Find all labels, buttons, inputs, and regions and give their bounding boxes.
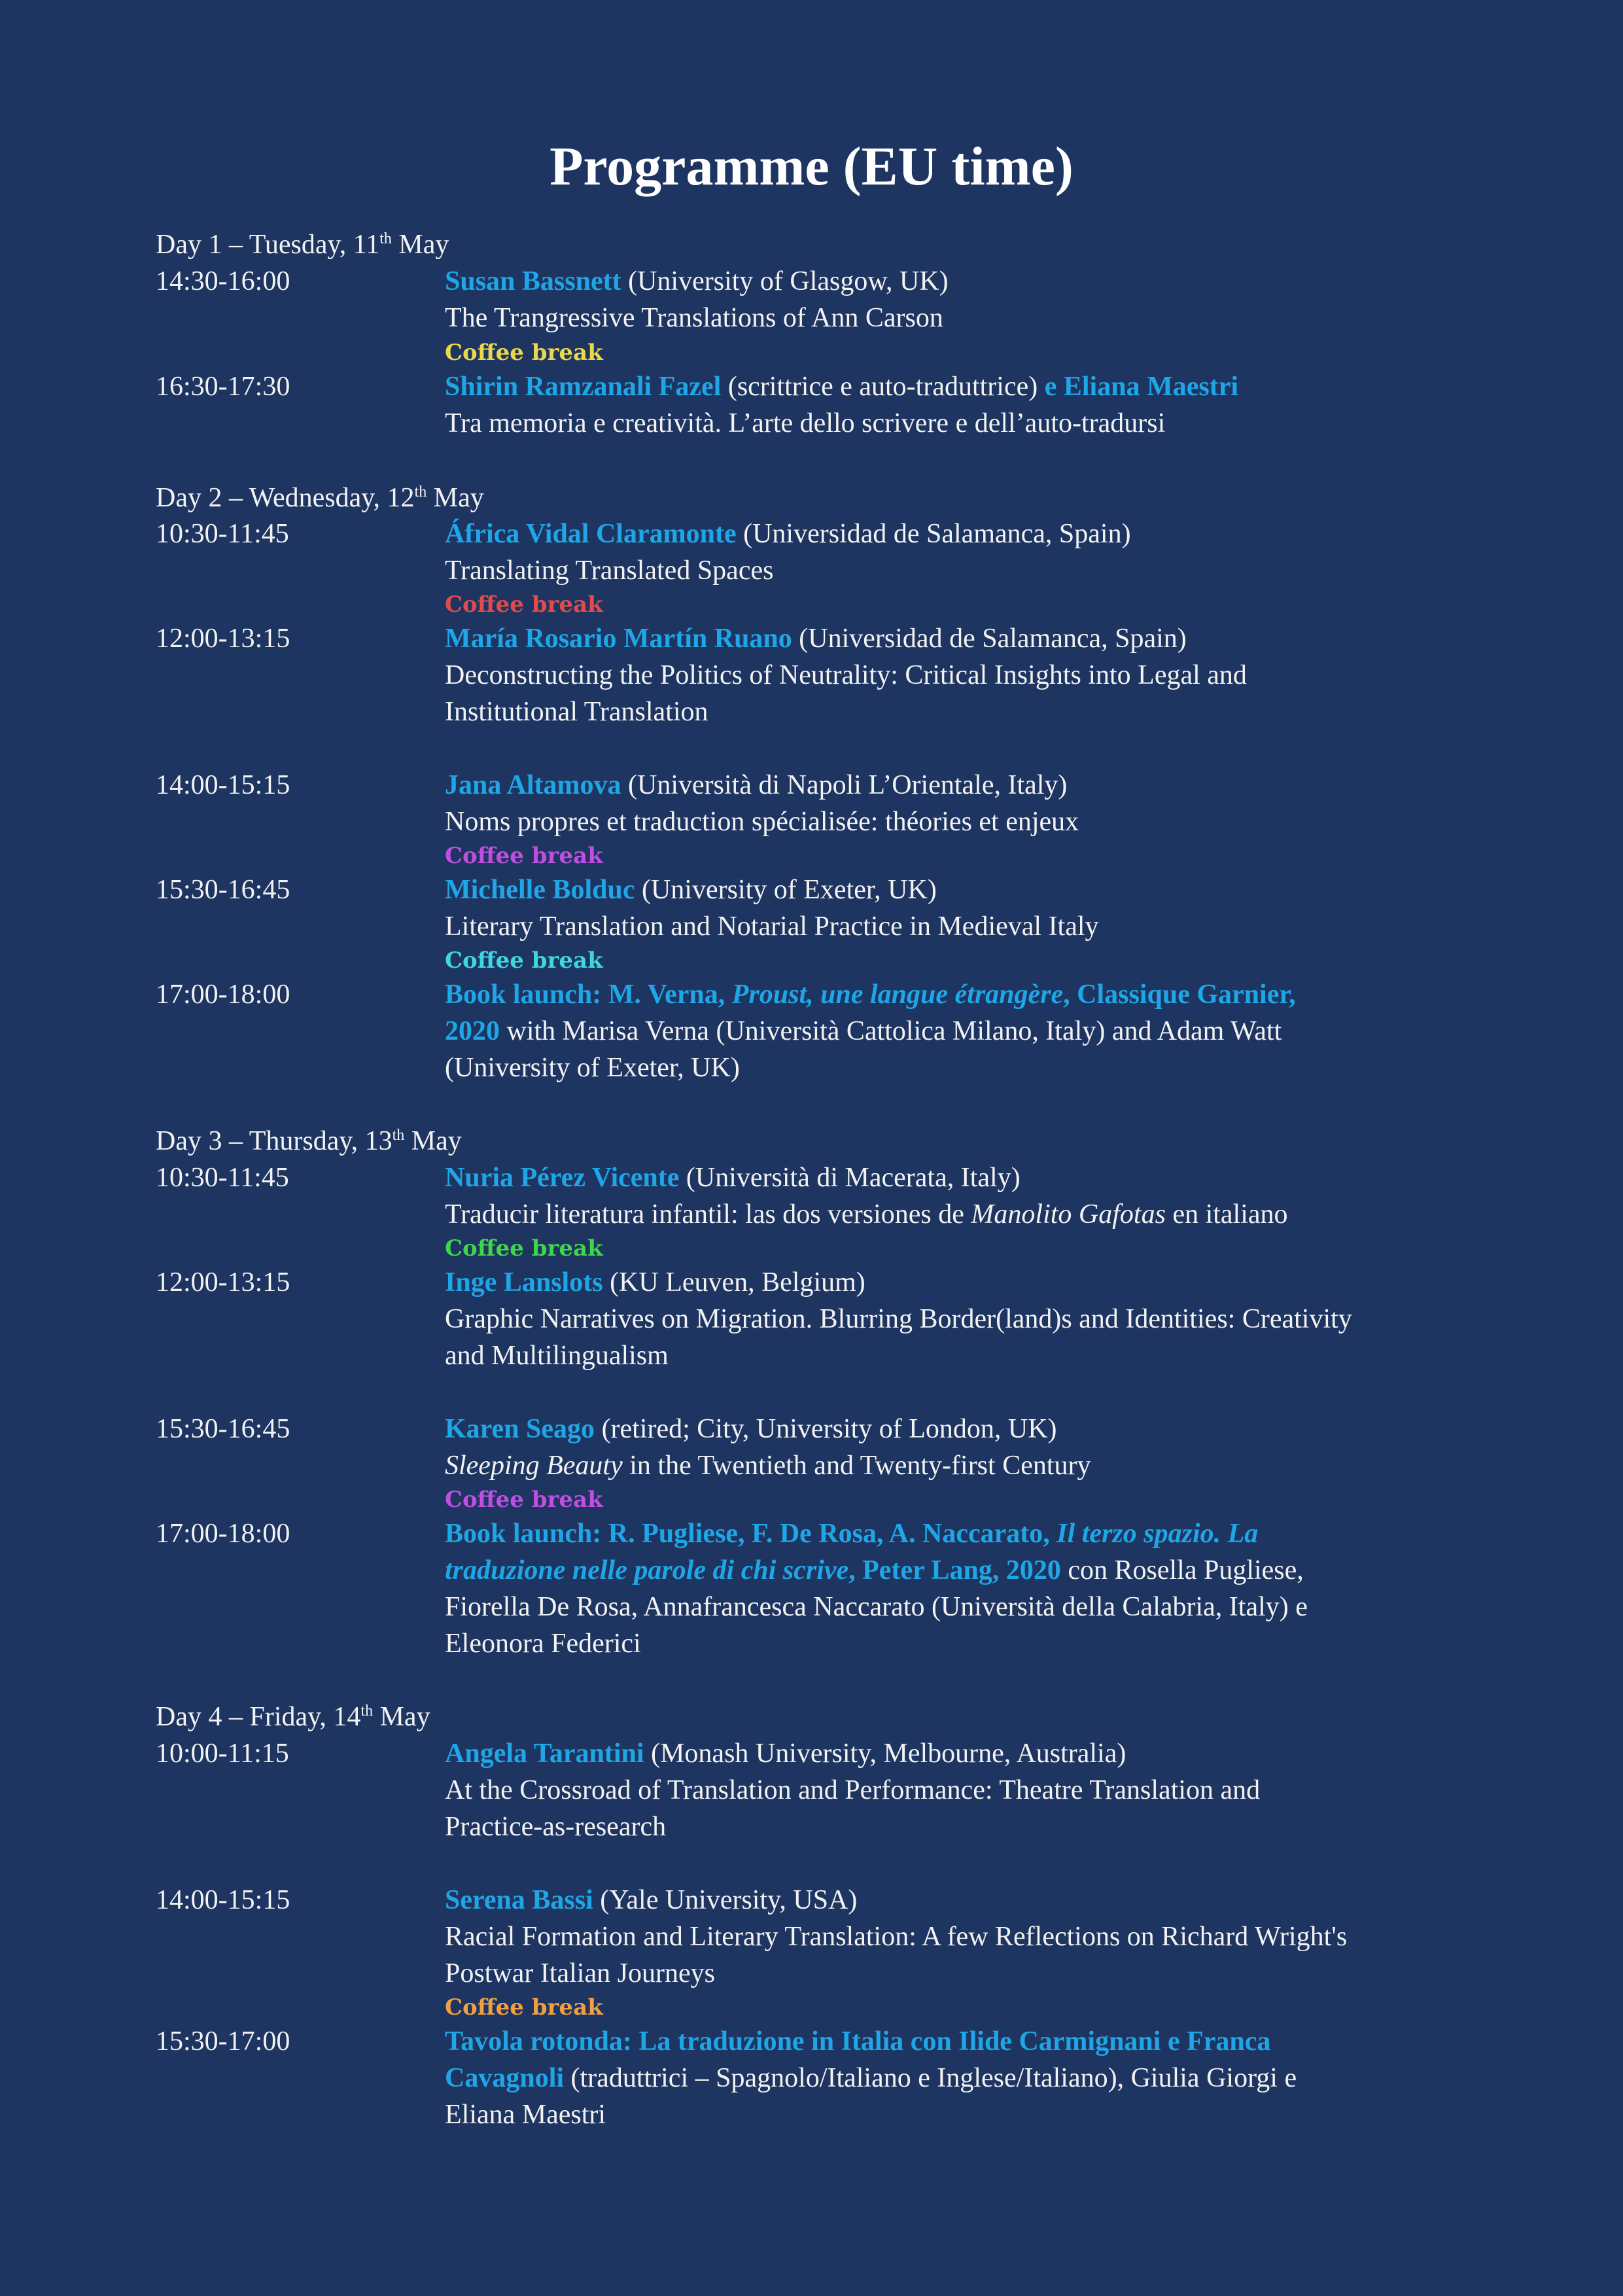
session-time: 10:00-11:15: [156, 1739, 289, 1769]
session-3-2: Inge Lanslots (KU Leuven, Belgium) Graphic Narratives on Migration. Blurring Border(land)s and Identities: Creativity and Multilingualism: [445, 1264, 1469, 1374]
speaker-name: Jana Altamova: [445, 770, 621, 800]
talk-title: Racial Formation and Literary Translation: A few Reflections on Richard Wright's: [445, 1922, 1348, 1952]
day-heading-1: Day 1 – Tuesday, 11th May: [156, 230, 449, 260]
speaker-name: e Eliana Maestri: [1044, 372, 1239, 402]
speaker-name: África Vidal Claramonte: [445, 519, 737, 549]
session-4-2: Serena Bassi (Yale University, USA) Racial Formation and Literary Translation: A few Reflections on Richard Wright's Postwar Italian Journeys: [445, 1882, 1469, 1992]
session-time: 14:00-15:15: [156, 770, 290, 800]
session-4-3-round-table: Tavola rotonda: La traduzione in Italia con Ilide Carmignani e Franca Cavagnoli (traduttrici – Spagnolo/Italiano e Inglese/Italiano), Giulia Giorgi e Eliana Maestri: [445, 2026, 1297, 2130]
talk-title: Graphic Narratives on Migration. Blurring Border(land)s and Identities: Creativity: [445, 1304, 1352, 1334]
session-3-1: Nuria Pérez Vicente (Università di Macerata, Italy) Traducir literatura infantil: las dos versiones de Manolito Gafotas en italiano: [445, 1159, 1469, 1233]
talk-title: Practice-as-research: [445, 1812, 667, 1842]
session-time: 10:30-11:45: [156, 519, 289, 549]
session-time: 15:30-16:45: [156, 1414, 290, 1444]
day-heading-4: Day 4 – Friday, 14th May: [156, 1702, 430, 1732]
coffee-break: Coffee break: [445, 340, 603, 366]
speaker-name: María Rosario Martín Ruano: [445, 624, 792, 654]
talk-title: and Multilingualism: [445, 1341, 669, 1371]
session-2-1: África Vidal Claramonte (Universidad de Salamanca, Spain) Translating Translated Spaces: [445, 516, 1469, 589]
talk-title: Translating Translated Spaces: [445, 556, 774, 586]
talk-title: Institutional Translation: [445, 697, 708, 727]
session-2-4: Michelle Bolduc (University of Exeter, UK) Literary Translation and Notarial Practice in Medieval Italy: [445, 872, 1469, 945]
session-1-2: Shirin Ramzanali Fazel (scrittrice e auto-traduttrice) e Eliana Maestri Tra memoria e creatività. L’arte dello scrivere e dell’auto-tradursi: [445, 368, 1469, 442]
session-time: 15:30-16:45: [156, 875, 290, 905]
session-3-3: Karen Seago (retired; City, University of London, UK) Sleeping Beauty in the Twentieth and Twenty-first Century: [445, 1411, 1469, 1484]
talk-title: Noms propres et traduction spécialisée: théories et enjeux: [445, 807, 1079, 837]
coffee-break: Coffee break: [445, 843, 603, 869]
talk-title: Literary Translation and Notarial Practice in Medieval Italy: [445, 911, 1099, 942]
session-1-1: Susan Bassnett (University of Glasgow, UK) The Trangressive Translations of Ann Carson: [445, 263, 1469, 336]
speaker-name: Michelle Bolduc: [445, 875, 635, 905]
session-2-2: María Rosario Martín Ruano (Universidad de Salamanca, Spain) Deconstructing the Politics of Neutrality: Critical Insights into Legal and Institutional Translation: [445, 620, 1469, 730]
talk-title: At the Crossroad of Translation and Performance: Theatre Translation and: [445, 1775, 1261, 1805]
session-3-4-book-launch: Book launch: R. Pugliese, F. De Rosa, A. Naccarato, Il terzo spazio. La traduzione nelle parole di chi scrive, Peter Lang, 2020 con Rosella Pugliese, Fiorella De Rosa, Annafrancesca Naccarato (Università della Calabria, Italy) e Eleonora Federici: [445, 1519, 1308, 1659]
talk-title: The Trangressive Translations of Ann Carson: [445, 303, 943, 333]
session-time: 10:30-11:45: [156, 1163, 289, 1193]
session-time: 14:00-15:15: [156, 1885, 290, 1915]
coffee-break: Coffee break: [445, 1235, 603, 1262]
session-2-3: Jana Altamova (Università di Napoli L’Orientale, Italy) Noms propres et traduction spécialisée: théories et enjeux: [445, 767, 1469, 840]
page-title: Programme (EU time): [550, 136, 1073, 197]
coffee-break: Coffee break: [445, 1994, 603, 2021]
session-time: 12:00-13:15: [156, 1267, 290, 1298]
coffee-break: Coffee break: [445, 592, 603, 618]
coffee-break: Coffee break: [445, 947, 603, 974]
talk-title: Deconstructing the Politics of Neutrality: Critical Insights into Legal and: [445, 660, 1247, 690]
session-time: 14:30-16:00: [156, 266, 290, 296]
day-heading-3: Day 3 – Thursday, 13th May: [156, 1126, 462, 1156]
day-heading-2: Day 2 – Wednesday, 12th May: [156, 483, 484, 513]
session-time: 17:00-18:00: [156, 980, 290, 1010]
session-time: 17:00-18:00: [156, 1519, 290, 1549]
session-time: 12:00-13:15: [156, 624, 290, 654]
session-4-1: Angela Tarantini (Monash University, Melbourne, Australia) At the Crossroad of Translation and Performance: Theatre Translation and Practice-as-research: [445, 1735, 1469, 1845]
speaker-name: Karen Seago: [445, 1414, 595, 1444]
session-2-5-book-launch: Book launch: M. Verna, Proust, une langue étrangère, Classique Garnier, 2020 with Marisa Verna (Università Cattolica Milano, Italy) and Adam Watt (University of Exeter, UK): [445, 980, 1296, 1083]
speaker-name: Angela Tarantini: [445, 1739, 644, 1769]
talk-title: Sleeping Beauty in the Twentieth and Twenty-first Century: [445, 1451, 1091, 1481]
session-time: 16:30-17:30: [156, 372, 290, 402]
coffee-break: Coffee break: [445, 1487, 603, 1513]
speaker-name: Susan Bassnett: [445, 266, 621, 296]
talk-title: Traducir literatura infantil: las dos versiones de Manolito Gafotas en italiano: [445, 1199, 1288, 1229]
talk-title: Tra memoria e creatività. L’arte dello scrivere e dell’auto-tradursi: [445, 408, 1166, 438]
speaker-name: Nuria Pérez Vicente: [445, 1163, 680, 1193]
speaker-name: Serena Bassi: [445, 1885, 593, 1915]
speaker-name: Shirin Ramzanali Fazel: [445, 372, 722, 402]
session-time: 15:30-17:00: [156, 2026, 290, 2057]
talk-title: Postwar Italian Journeys: [445, 1958, 715, 1988]
speaker-name: Inge Lanslots: [445, 1267, 603, 1298]
